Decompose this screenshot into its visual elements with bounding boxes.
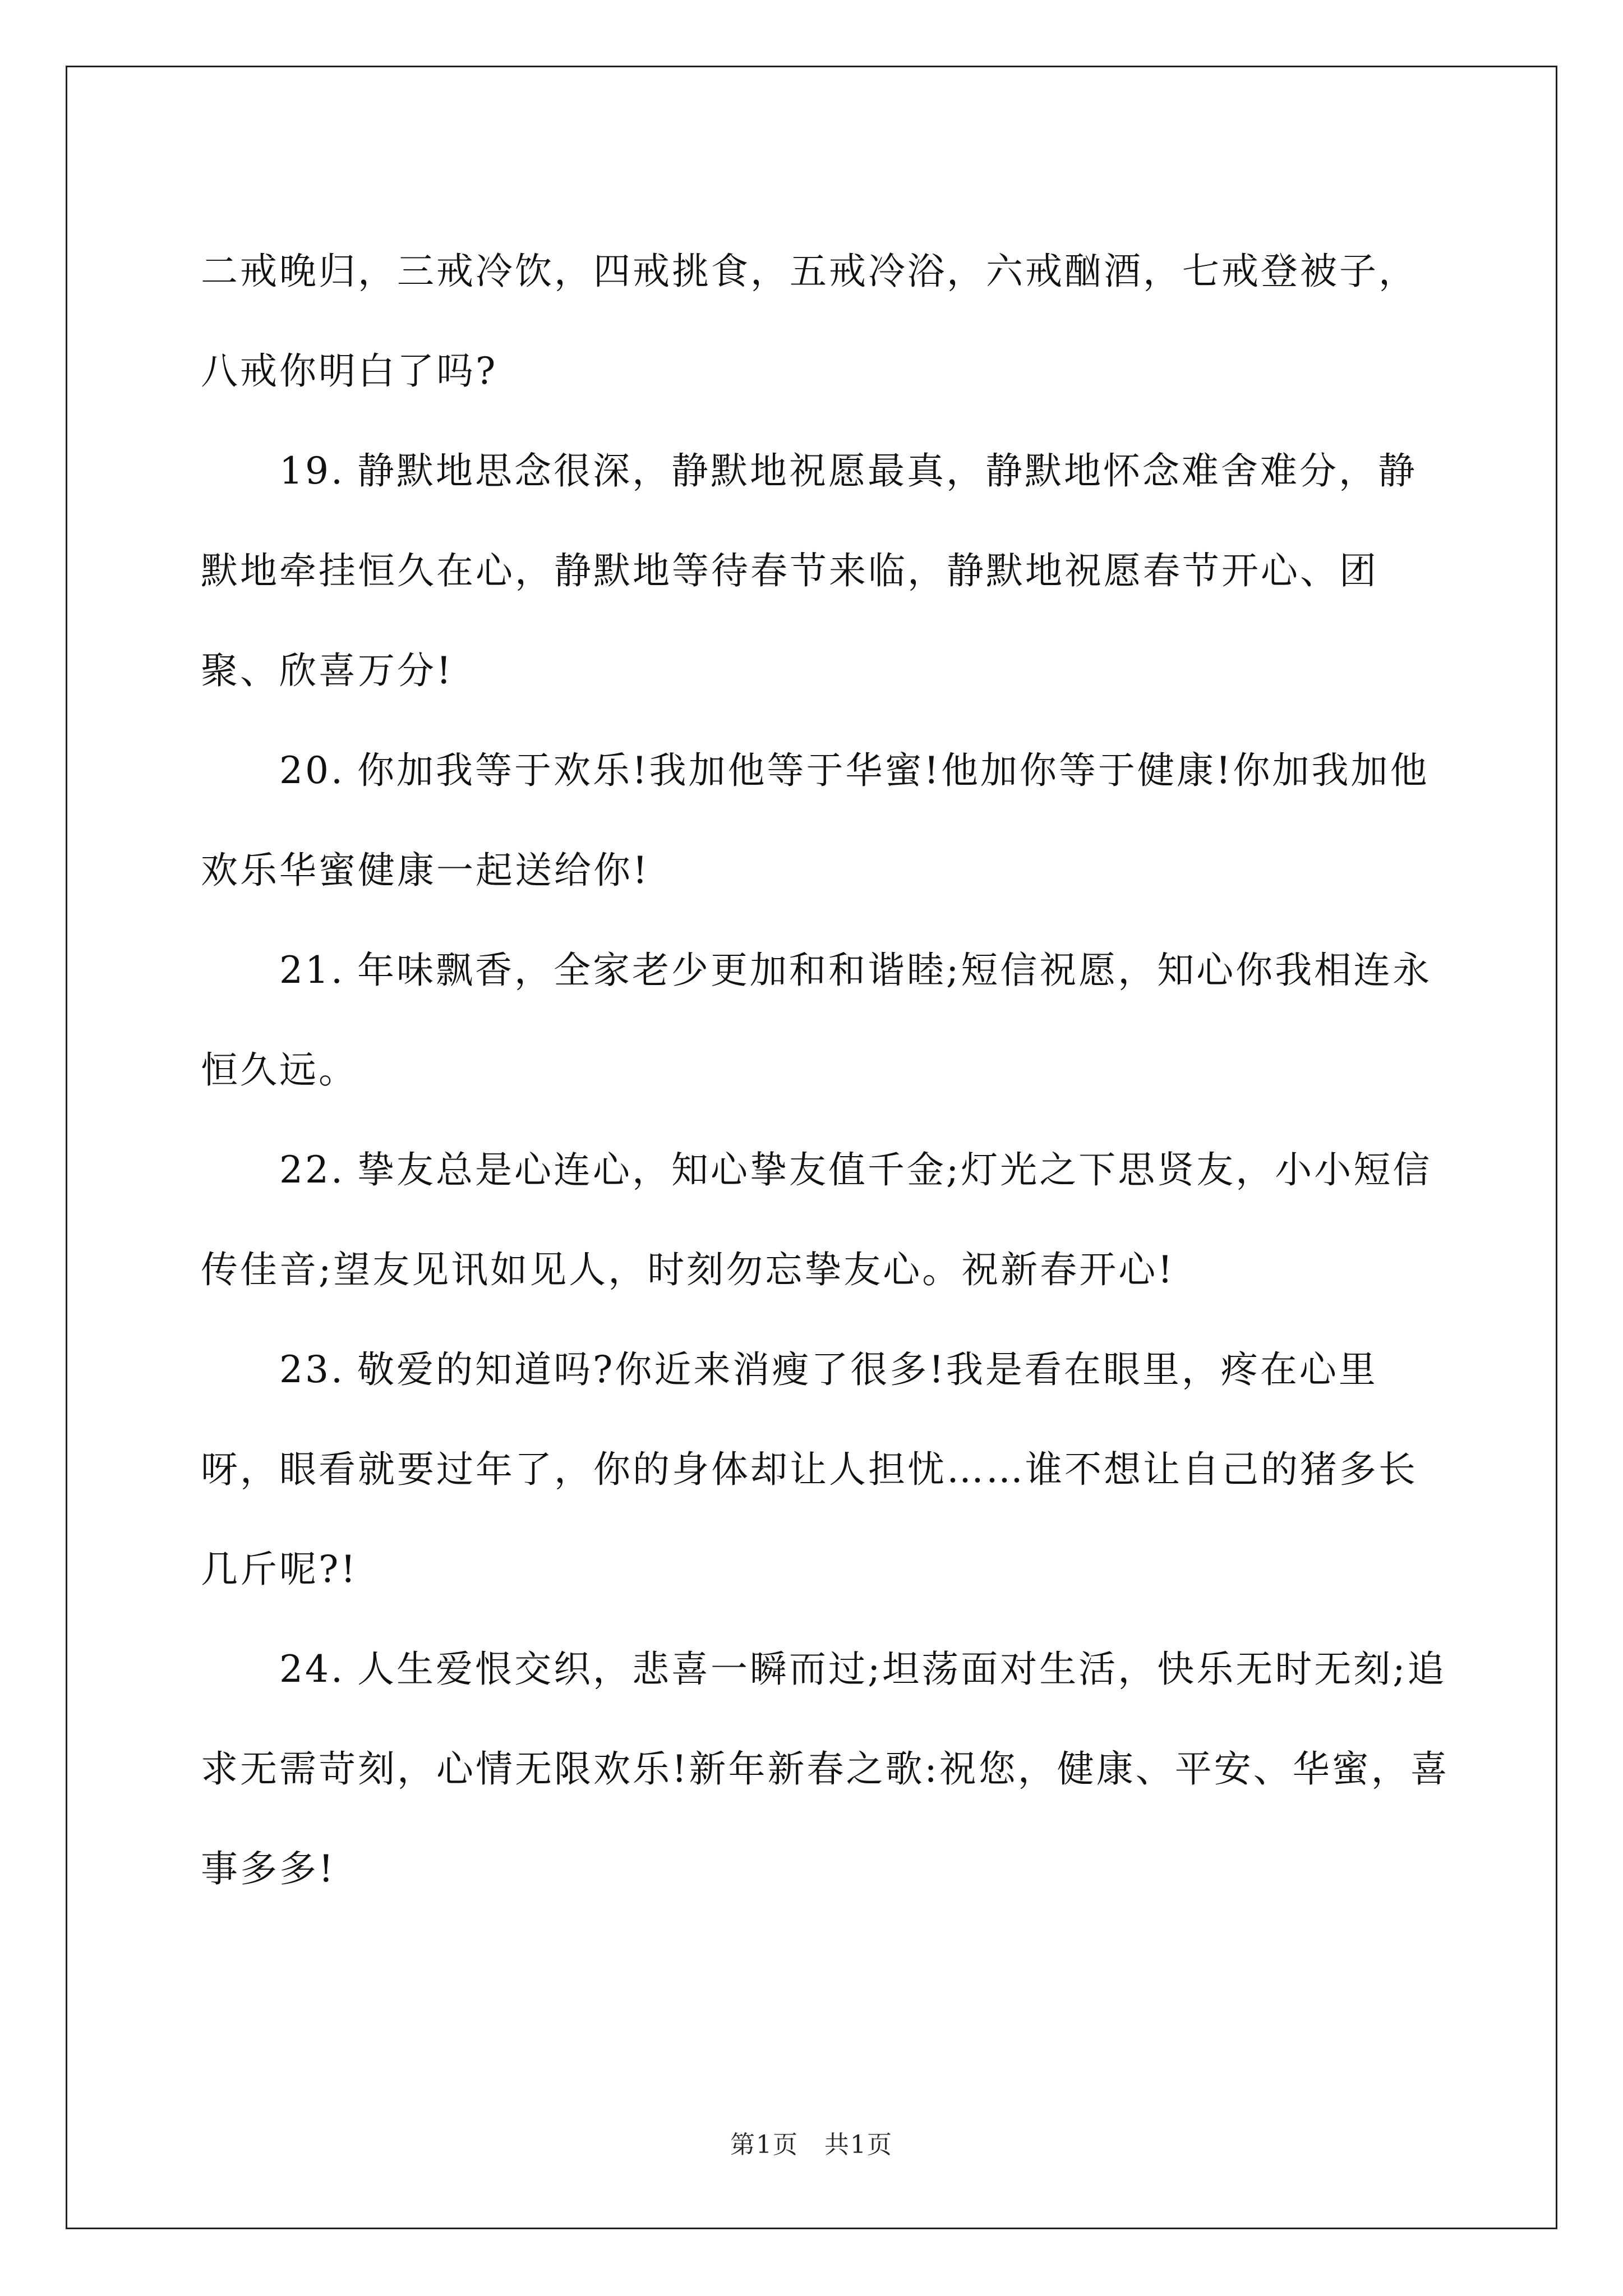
paragraph-text: 二戒晚归，三戒冷饮，四戒挑食，五戒冷浴，六戒酗酒，七戒登被子，八戒你明白了吗? <box>201 250 1418 393</box>
paragraph-22 <box>201 1120 1451 1320</box>
document-body <box>201 222 1451 1919</box>
paragraph-number: 19. <box>279 449 345 493</box>
paragraph-text: 你加我等于欢乐!我加他等于华蜜!他加你等于健康!你加我加他欢乐华蜜健康一起送给你! <box>201 749 1430 892</box>
paragraph-21 <box>201 921 1451 1120</box>
paragraph-number: 23. <box>279 1348 345 1391</box>
paragraph-continued <box>201 222 1451 421</box>
paragraph-text: 挚友总是心连心，知心挚友值千金;灯光之下思贤友，小小短信传佳音;望友见讯如见人，时刻勿忘挚友心。祝新春开心! <box>201 1148 1432 1291</box>
paragraph-text: 年味飘香，全家老少更加和和谐睦;短信祝愿，知心你我相连永恒久远。 <box>201 949 1432 1092</box>
paragraph-text: 敬爱的知道吗?你近来消瘦了很多!我是看在眼里，疼在心里呀，眼看就要过年了，你的身体却让人担忧……谁不想让自己的猪多长几斤呢?! <box>201 1348 1418 1591</box>
paragraph-24 <box>201 1619 1451 1919</box>
paragraph-text: 人生爱恨交织，悲喜一瞬而过;坦荡面对生活，快乐无时无刻;追求无需苛刻，心情无限欢乐!新年新春之歌:祝您，健康、平安、华蜜，喜事多多! <box>201 1648 1450 1890</box>
paragraph-20 <box>201 721 1451 921</box>
paragraph-19 <box>201 421 1451 721</box>
page-number-label: 第1页 共1页 <box>730 2131 893 2159</box>
paragraph-text: 静默地思念很深，静默地祝愿最真，静默地怀念难舍难分，静默地牵挂恒久在心，静默地等待春节来临，静默地祝愿春节开心、团聚、欣喜万分! <box>201 449 1417 692</box>
paragraph-number: 20. <box>279 749 345 792</box>
paragraph-number: 24. <box>279 1648 345 1691</box>
paragraph-number: 21. <box>279 949 345 992</box>
paragraph-23 <box>201 1320 1451 1619</box>
page-footer <box>0 2124 1623 2160</box>
paragraph-number: 22. <box>279 1148 345 1191</box>
